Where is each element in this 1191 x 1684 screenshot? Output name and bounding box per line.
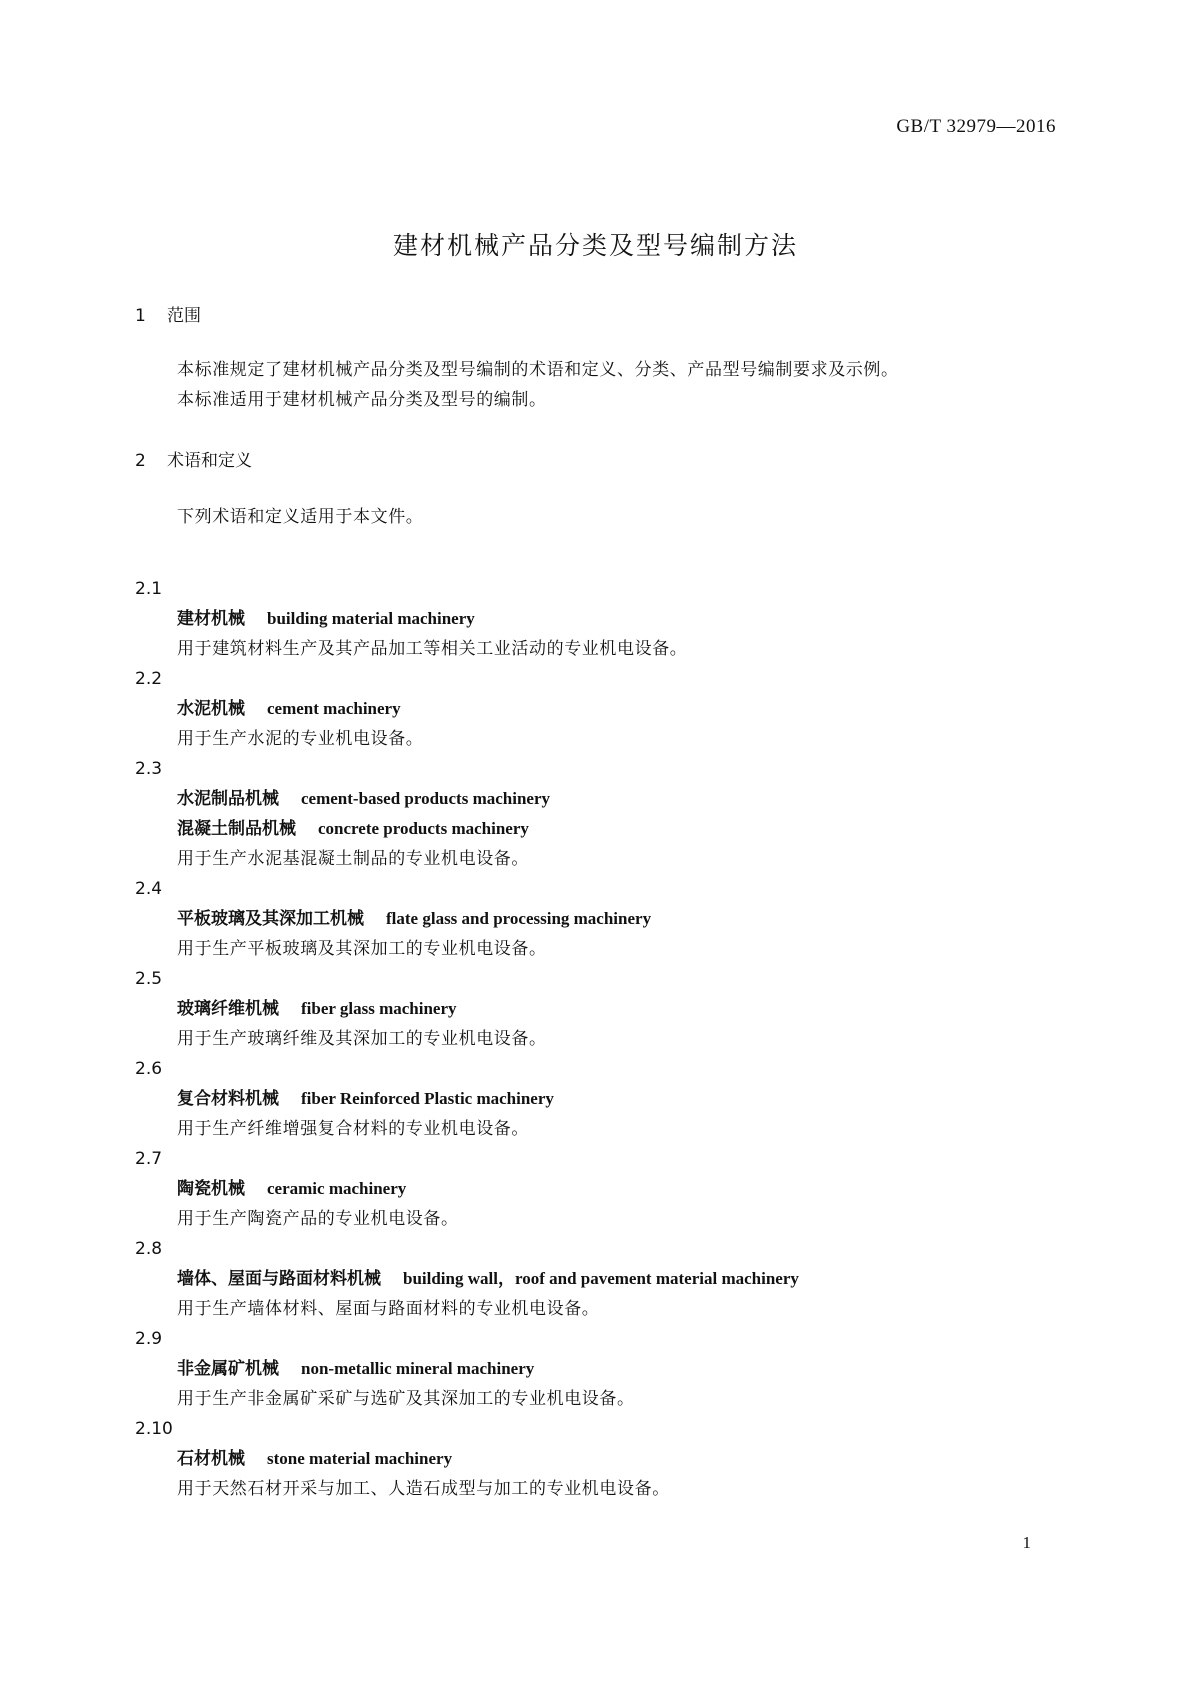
section-1-body [177,355,899,415]
definition-entry [135,1324,799,1414]
term-chinese: 平板玻璃及其深加工机械 [177,909,364,929]
term-chinese: 混凝土制品机械 [177,819,296,839]
term-english: cement machinery [267,699,401,718]
term-english: non-metallic mineral machinery [301,1359,535,1378]
definition-entry [135,1054,799,1144]
term-number: 2.8 [135,1239,163,1259]
section-title: 术语和定义 [167,451,252,471]
term-chinese: 石材机械 [177,1449,245,1469]
term-chinese: 建材机械 [177,609,245,629]
section-number: 1 [135,306,146,326]
document-title: 建材机械产品分类及型号编制方法 [392,231,798,260]
paragraph: 本标准适用于建材机械产品分类及型号的编制。 [177,390,547,410]
term-chinese: 复合材料机械 [177,1089,279,1109]
term-definition: 用于生产纤维增强复合材料的专业机电设备。 [177,1119,529,1139]
term-number: 2.9 [135,1329,163,1349]
term-number: 2.6 [135,1059,163,1079]
term-definition: 用于生产非金属矿采矿与选矿及其深加工的专业机电设备。 [177,1389,635,1409]
term-definition: 用于生产墙体材料、屋面与路面材料的专业机电设备。 [177,1299,600,1319]
term [135,904,799,934]
term [135,1264,799,1294]
section-2-heading [135,446,252,471]
term-definition: 用于建筑材料生产及其产品加工等相关工业活动的专业机电设备。 [177,639,688,659]
term-definition: 用于生产水泥基混凝土制品的专业机电设备。 [177,849,529,869]
term-english: fiber Reinforced Plastic machinery [301,1089,554,1108]
term-english: concrete products machinery [318,819,529,838]
term-english: stone material machinery [267,1449,453,1468]
term [135,1084,799,1114]
term-definition: 用于生产陶瓷产品的专业机电设备。 [177,1209,459,1229]
term [135,994,799,1024]
term-chinese: 水泥制品机械 [177,789,279,809]
term-chinese: 墙体、屋面与路面材料机械 [177,1269,381,1289]
definition-entry [135,1414,799,1504]
term-english: building material machinery [267,609,475,628]
term-number: 2.10 [135,1419,173,1439]
definition-entry [135,874,799,964]
term-definition: 用于生产平板玻璃及其深加工的专业机电设备。 [177,939,547,959]
paragraph: 本标准规定了建材机械产品分类及型号编制的术语和定义、分类、产品型号编制要求及示例。 [177,360,899,380]
term-number: 2.5 [135,969,163,989]
term-definition: 用于天然石材开采与加工、人造石成型与加工的专业机电设备。 [177,1479,670,1499]
term-chinese: 陶瓷机械 [177,1179,245,1199]
term [135,1174,799,1204]
term-number: 2.4 [135,879,163,899]
term-english: cement-based products machinery [301,789,550,808]
term-definition: 用于生产水泥的专业机电设备。 [177,729,424,749]
term-english: building wall，roof and pavement material machinery [403,1269,799,1288]
term [135,1354,799,1384]
definition-entry [135,1144,799,1234]
definition-entry [135,1234,799,1324]
term-english: flate glass and processing machinery [386,909,652,928]
term [135,784,799,814]
definition-entry [135,664,799,754]
term-number: 2.2 [135,669,163,689]
term [135,814,799,844]
term [135,604,799,634]
section-title: 范围 [167,306,201,326]
page-number: 1 [1022,1533,1031,1552]
definition-entry [135,754,799,874]
term-chinese: 水泥机械 [177,699,245,719]
definition-list [135,574,799,1504]
definition-entry [135,574,799,664]
term-number: 2.7 [135,1149,163,1169]
term-definition: 用于生产玻璃纤维及其深加工的专业机电设备。 [177,1029,547,1049]
definition-entry [135,964,799,1054]
term-english: ceramic machinery [267,1179,407,1198]
term-english: fiber glass machinery [301,999,457,1018]
term-chinese: 玻璃纤维机械 [177,999,279,1019]
section-number: 2 [135,451,146,471]
section-1-heading [135,301,201,326]
term-chinese: 非金属矿机械 [177,1359,279,1379]
term-number: 2.1 [135,579,163,599]
term [135,694,799,724]
standard-code: GB/T 32979—2016 [896,116,1056,137]
term [135,1444,799,1474]
term-number: 2.3 [135,759,163,779]
section-2-intro: 下列术语和定义适用于本文件。 [177,507,424,527]
